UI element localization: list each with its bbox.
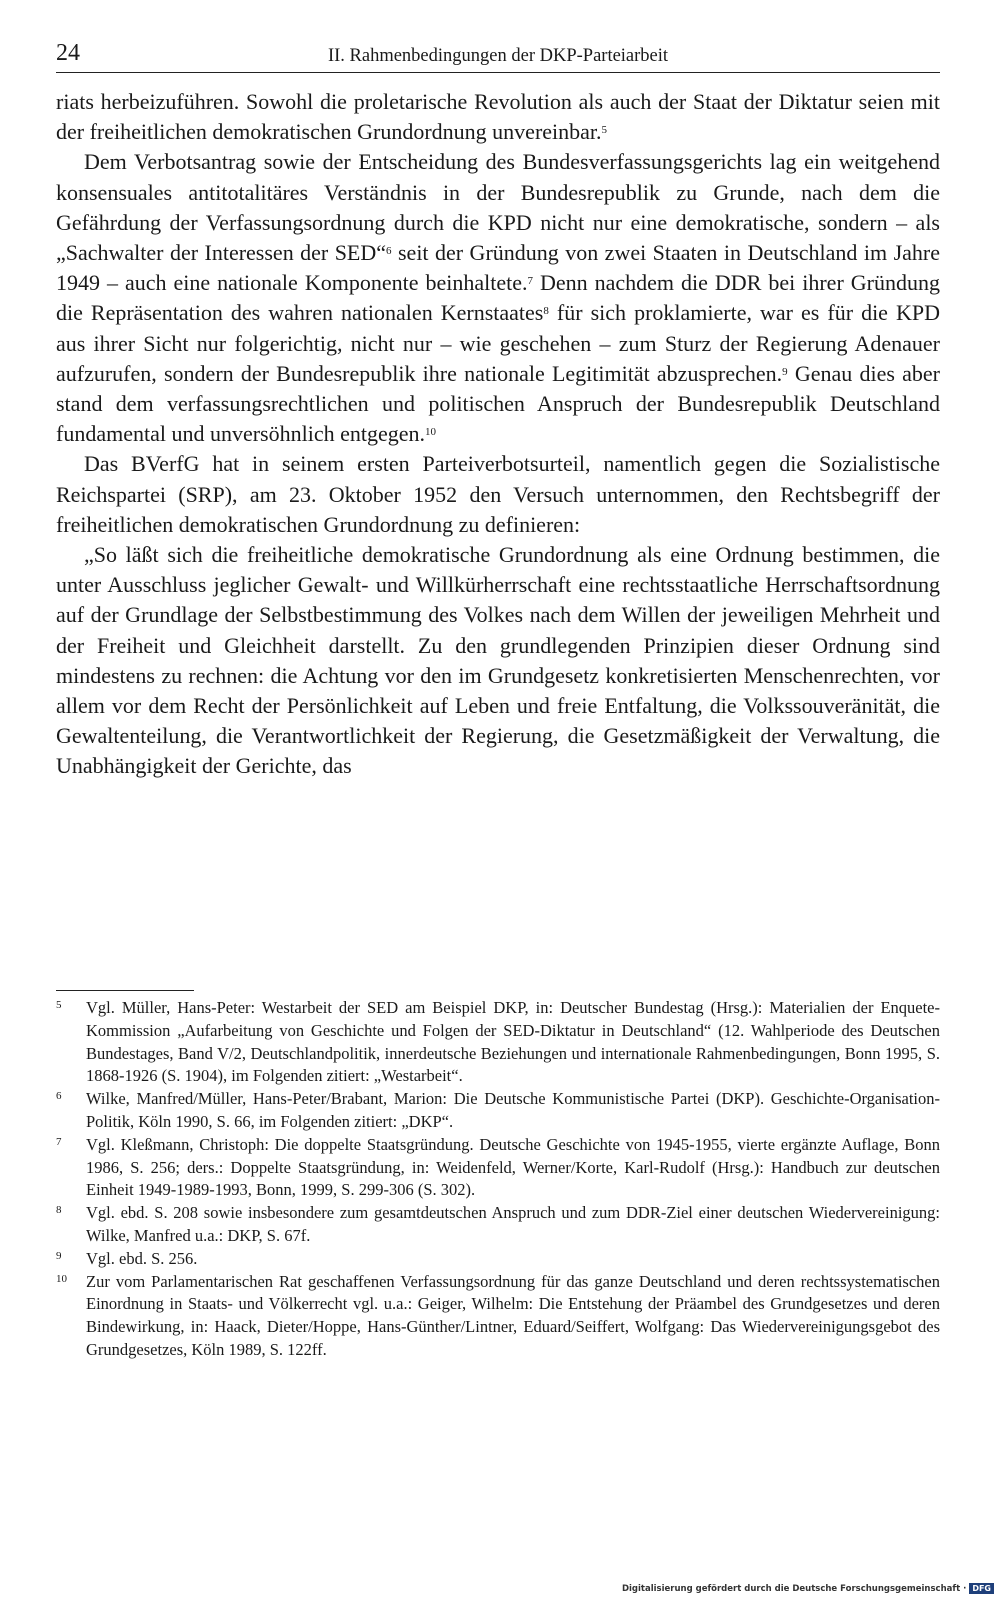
footnote	[56, 1088, 940, 1134]
footnote-rule	[56, 990, 194, 991]
footnote-number: 10	[56, 1272, 67, 1285]
text-run: riats herbeizuführen. Sowohl die proletarische Revolution als auch der Staat der Diktatur seien mit der freiheitlichen demokratischen Grundordnung unvereinbar.	[56, 89, 940, 145]
footnote-text: Wilke, Manfred/Müller, Hans-Peter/Brabant, Marion: Die Deutsche Kommunistische Partei (DKP). Geschichte-Organisation-Politik, Köln 1990, S. 66, im Folgenden zitiert: „DKP“.	[86, 1089, 940, 1131]
text-run: Genau dies aber stand dem verfassungsrechtlichen und politischen Anspruch der Bundesrepublik Deutschland fundamental und unversöhnlich entgegen.	[56, 360, 940, 447]
credit-text: Digitalisierung gefördert durch die Deutsche Forschungsgemeinschaft ·	[621, 1583, 967, 1594]
footnote-ref[interactable]: 6	[386, 245, 392, 258]
paragraph	[56, 540, 940, 782]
footnote-number: 8	[56, 1204, 62, 1217]
text-run: für sich proklamierte, war es für die KPD aus ihrer Sicht nur folgerichtig, nicht nur – wie geschehen – zum Sturz der Regierung Adenauer aufzurufen, sondern der Bundesrepublik ihre nationale Legitimität abzusprechen.	[56, 300, 940, 386]
footnote-number: 6	[56, 1090, 62, 1103]
footnote	[56, 1134, 940, 1202]
paragraph	[56, 449, 940, 540]
running-head-title: II. Rahmenbedingungen der DKP-Parteiarbeit	[327, 46, 669, 66]
footnote	[56, 1202, 940, 1248]
footnote-ref[interactable]: 8	[543, 305, 549, 318]
page-number: 24	[56, 40, 80, 66]
footnote-text: Vgl. Kleßmann, Christoph: Die doppelte Staatsgründung. Deutsche Geschichte von 1945-1955, vierte ergänzte Auflage, Bonn 1986, S. 256; ders.: Doppelte Staatsgründung, in: Weidenfeld, Werner/Korte, Karl-Rudolf (Hrsg.): Handbuch zur deutschen Einheit 1949-1989-1993, Bonn, 1999, S. 299-306 (S. 302).	[86, 1134, 940, 1200]
footnote-number: 7	[56, 1135, 62, 1148]
text-run: Denn nachdem die DDR bei ihrer Gründung die Repräsentation des wahren nationalen Kernstaates	[56, 270, 940, 326]
footnote-ref[interactable]: 9	[782, 365, 788, 378]
digitization-credit	[622, 1583, 994, 1594]
footnotes	[56, 990, 940, 1362]
footnote-list	[56, 997, 940, 1362]
footnote-text: Vgl. Müller, Hans-Peter: Westarbeit der SED am Beispiel DKP, in: Deutscher Bundestag (Hrsg.): Materialien der Enquete-Kommission „Aufarbeitung von Geschichte und Folgen der SED-Diktatur in Deutschland“ (12. Wahlperiode des Deutschen Bundestages, Band V/2, Deutschlandpolitik, innerdeutsche Beziehungen und internationale Rahmenbedingungen, Bonn 1995, S. 1868-1926 (S. 1904), im Folgenden zitiert: „Westarbeit“.	[86, 998, 940, 1086]
dfg-logo: DFG	[969, 1583, 994, 1594]
body-text	[56, 87, 940, 782]
page	[56, 38, 940, 782]
paragraph	[56, 87, 940, 147]
footnote-number: 9	[56, 1249, 62, 1262]
footnote-text: Vgl. ebd. S. 256.	[86, 1248, 198, 1268]
text-run: seit der Gründung von zwei Staaten in Deutschland im Jahre 1949 – auch eine nationale Komponente beinhaltete.	[56, 240, 940, 296]
text-run: Das BVerfG hat in seinem ersten Parteiverbotsurteil, namentlich gegen die Sozialistische Reichspartei (SRP), am 23. Oktober 1952 den Versuch unternommen, den Rechtsbegriff der freiheitlichen demokratischen Grundordnung zu definieren:	[56, 451, 940, 537]
footnote	[56, 1248, 940, 1271]
text-run: „So läßt sich die freiheitliche demokratische Grundordnung als eine Ordnung bestimmen, die unter Ausschluss jeglicher Gewalt- und Willkürherrschaft eine rechtsstaatliche Herrschaftsordnung auf der Grundlage der Selbstbestimmung des Volkes nach dem Willen der jeweiligen Mehrheit und der Freiheit und Gleichheit darstellt. Zu den grundlegenden Prinzipien dieser Ordnung sind mindestens zu rechnen: die Achtung vor den im Grundgesetz konkretisierten Menschenrechten, vor allem vor dem Recht der Persönlichkeit auf Leben und freie Entfaltung, die Volkssouveränität, die Gewaltenteilung, die Verantwortlichkeit der Regierung, die Gesetzmäßigkeit der Verwaltung, die Unabhängigkeit der Gerichte, das	[56, 542, 940, 779]
text-run: Dem Verbotsantrag sowie der Entscheidung des Bundesverfassungsgerichts lag ein weitgehend konsensuales antitotalitäres Verständnis in der Bundesrepublik zu Grunde, nach dem die Gefährdung der Verfassungsordnung durch die KPD nicht nur eine demokratische, sondern – als „Sachwalter der Interessen der SED“	[56, 149, 940, 266]
footnote-text: Zur vom Parlamentarischen Rat geschaffenen Verfassungsordnung für das ganze Deutschland und deren rechtssystematischen Einordnung in Staats- und Völkerrecht vgl. u.a.: Geiger, Wilhelm: Die Entstehung der Präambel des Grundgesetzes und deren Bindewirkung, in: Haack, Dieter/Hoppe, Hans-Günther/Lintner, Eduard/Seiffert, Wolfgang: Das Wiedervereinigungsgebot des Grundgesetzes, Köln 1989, S. 122ff.	[86, 1271, 940, 1359]
running-head	[56, 38, 940, 73]
footnote	[56, 997, 940, 1088]
footnote	[56, 1271, 940, 1362]
footnote-ref[interactable]: 7	[527, 275, 533, 288]
footnote-text: Vgl. ebd. S. 208 sowie insbesondere zum gesamtdeutschen Anspruch und zum DDR-Ziel einer deutschen Wiedervereinigung: Wilke, Manfred u.a.: DKP, S. 67f.	[86, 1203, 940, 1245]
footnote-ref[interactable]: 10	[425, 426, 437, 439]
paragraph	[56, 147, 940, 449]
footnote-number: 5	[56, 999, 62, 1011]
footnote-ref[interactable]: 5	[601, 124, 608, 137]
